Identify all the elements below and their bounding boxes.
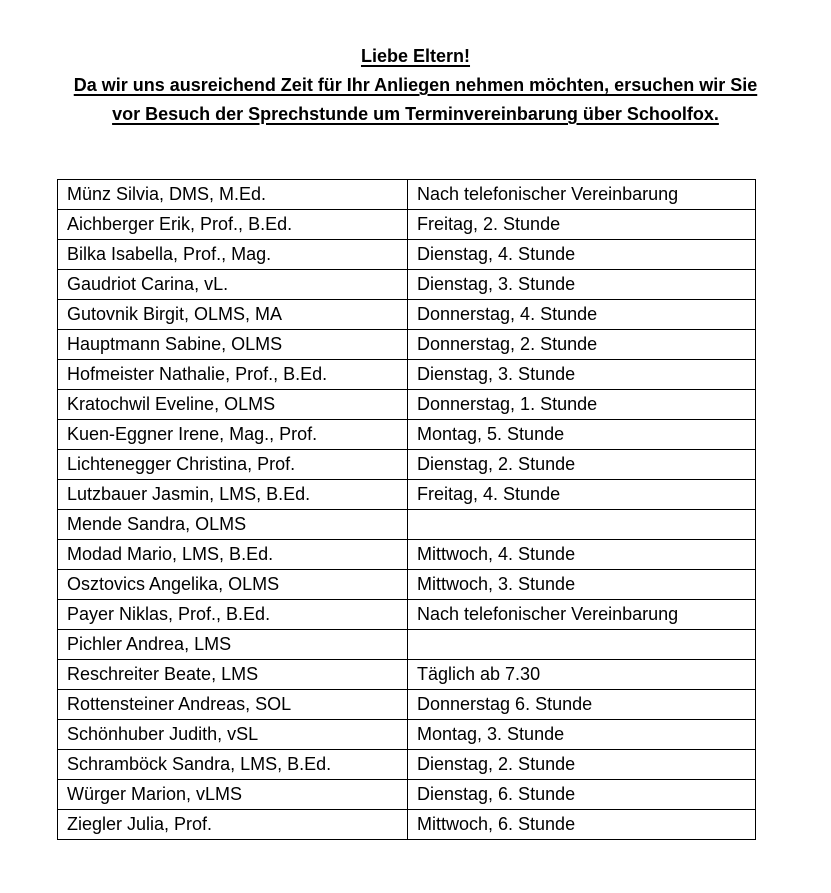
consultation-time-cell: Montag, 5. Stunde	[408, 420, 756, 450]
table-row	[58, 690, 756, 720]
consultation-time-cell: Mittwoch, 3. Stunde	[408, 570, 756, 600]
consultation-time-cell: Täglich ab 7.30	[408, 660, 756, 690]
table-row	[58, 570, 756, 600]
consultation-time-cell	[408, 630, 756, 660]
table-row	[58, 540, 756, 570]
table-row	[58, 600, 756, 630]
teacher-name-cell: Kuen-Eggner Irene, Mag., Prof.	[58, 420, 408, 450]
notice-title: Liebe Eltern!	[360, 46, 471, 66]
table-row	[58, 240, 756, 270]
consultation-time-cell: Montag, 3. Stunde	[408, 720, 756, 750]
consultation-time-cell: Mittwoch, 4. Stunde	[408, 540, 756, 570]
table-row	[58, 360, 756, 390]
consultation-time-cell: Nach telefonischer Vereinbarung	[408, 600, 756, 630]
consultation-time-cell: Dienstag, 2. Stunde	[408, 750, 756, 780]
notice-body-line-1: Da wir uns ausreichend Zeit für Ihr Anliegen nehmen möchten, ersuchen wir Sie	[73, 75, 758, 95]
consultation-hours-table-body	[58, 180, 756, 840]
teacher-name-cell: Schramböck Sandra, LMS, B.Ed.	[58, 750, 408, 780]
notice-header	[0, 42, 831, 129]
consultation-time-cell: Dienstag, 6. Stunde	[408, 780, 756, 810]
table-row	[58, 300, 756, 330]
table-row	[58, 210, 756, 240]
teacher-name-cell: Aichberger Erik, Prof., B.Ed.	[58, 210, 408, 240]
teacher-name-cell: Gutovnik Birgit, OLMS, MA	[58, 300, 408, 330]
teacher-name-cell: Hauptmann Sabine, OLMS	[58, 330, 408, 360]
table-row	[58, 180, 756, 210]
table-row	[58, 510, 756, 540]
consultation-time-cell: Mittwoch, 6. Stunde	[408, 810, 756, 840]
teacher-name-cell: Schönhuber Judith, vSL	[58, 720, 408, 750]
consultation-time-cell: Freitag, 4. Stunde	[408, 480, 756, 510]
table-row	[58, 660, 756, 690]
teacher-name-cell: Payer Niklas, Prof., B.Ed.	[58, 600, 408, 630]
teacher-name-cell: Hofmeister Nathalie, Prof., B.Ed.	[58, 360, 408, 390]
table-row	[58, 480, 756, 510]
teacher-name-cell: Ziegler Julia, Prof.	[58, 810, 408, 840]
table-row	[58, 720, 756, 750]
notice-body-line-2: vor Besuch der Sprechstunde um Terminvereinbarung über Schoolfox.	[112, 104, 719, 124]
table-row	[58, 750, 756, 780]
consultation-time-cell: Nach telefonischer Vereinbarung	[408, 180, 756, 210]
consultation-time-cell: Dienstag, 2. Stunde	[408, 450, 756, 480]
table-row	[58, 780, 756, 810]
table-row	[58, 420, 756, 450]
consultation-time-cell: Donnerstag, 4. Stunde	[408, 300, 756, 330]
teacher-name-cell: Lutzbauer Jasmin, LMS, B.Ed.	[58, 480, 408, 510]
teacher-name-cell: Bilka Isabella, Prof., Mag.	[58, 240, 408, 270]
consultation-time-cell	[408, 510, 756, 540]
teacher-name-cell: Pichler Andrea, LMS	[58, 630, 408, 660]
consultation-time-cell: Dienstag, 3. Stunde	[408, 270, 756, 300]
table-row	[58, 630, 756, 660]
teacher-name-cell: Gaudriot Carina, vL.	[58, 270, 408, 300]
table-row	[58, 390, 756, 420]
consultation-time-cell: Dienstag, 4. Stunde	[408, 240, 756, 270]
teacher-name-cell: Lichtenegger Christina, Prof.	[58, 450, 408, 480]
teacher-name-cell: Würger Marion, vLMS	[58, 780, 408, 810]
consultation-time-cell: Donnerstag 6. Stunde	[408, 690, 756, 720]
teacher-name-cell: Rottensteiner Andreas, SOL	[58, 690, 408, 720]
teacher-name-cell: Modad Mario, LMS, B.Ed.	[58, 540, 408, 570]
teacher-name-cell: Kratochwil Eveline, OLMS	[58, 390, 408, 420]
teacher-name-cell: Osztovics Angelika, OLMS	[58, 570, 408, 600]
table-row	[58, 810, 756, 840]
teacher-name-cell: Münz Silvia, DMS, M.Ed.	[58, 180, 408, 210]
table-row	[58, 450, 756, 480]
consultation-time-cell: Freitag, 2. Stunde	[408, 210, 756, 240]
consultation-time-cell: Donnerstag, 2. Stunde	[408, 330, 756, 360]
consultation-hours-table	[57, 179, 756, 840]
table-row	[58, 330, 756, 360]
teacher-name-cell: Mende Sandra, OLMS	[58, 510, 408, 540]
consultation-time-cell: Dienstag, 3. Stunde	[408, 360, 756, 390]
teacher-name-cell: Reschreiter Beate, LMS	[58, 660, 408, 690]
table-row	[58, 270, 756, 300]
consultation-time-cell: Donnerstag, 1. Stunde	[408, 390, 756, 420]
